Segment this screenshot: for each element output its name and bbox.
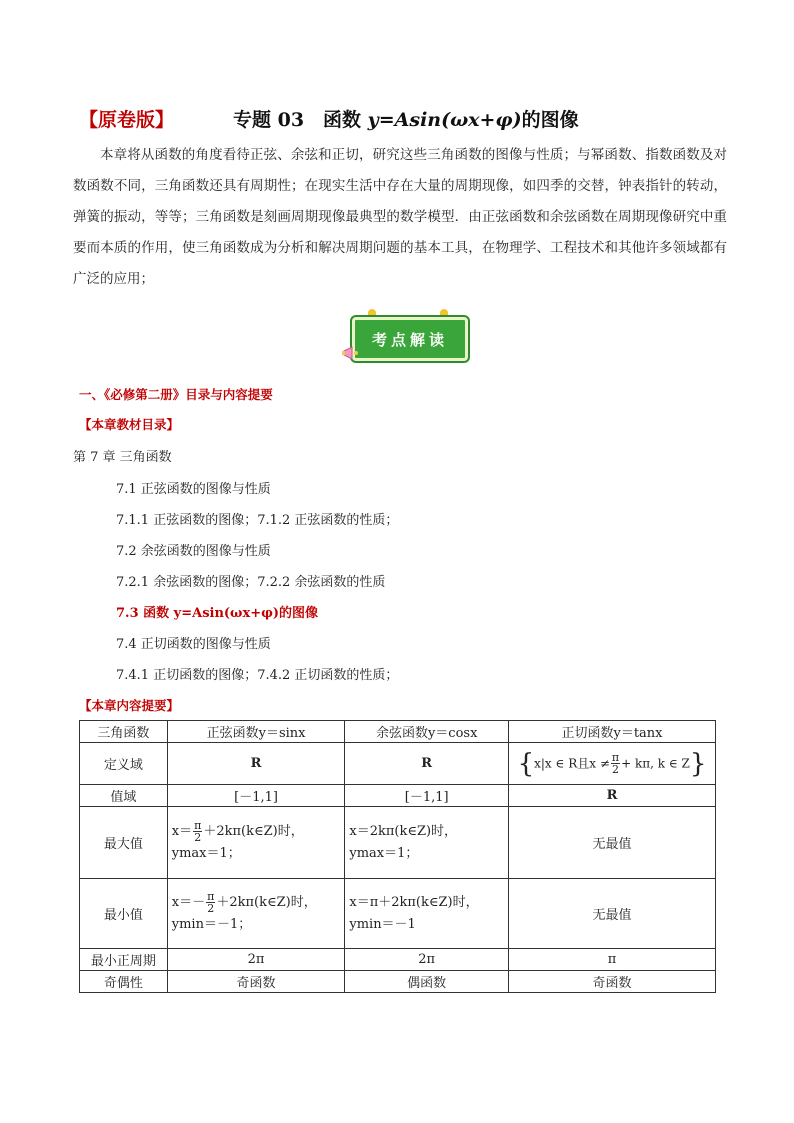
table-header: 余弦函数y＝cosx: [345, 721, 509, 743]
table-cell: R: [509, 785, 716, 807]
topic-formula: y=Asin(ωx+φ): [367, 109, 522, 131]
chapter-title: 第 7 章 三角函数: [73, 450, 172, 465]
toc-item: 7.2.1 余弦函数的图像；7.2.2 余弦函数的性质: [116, 575, 386, 590]
table-cell: x＝2kπ(k∈Z)时， ymax＝1；: [345, 807, 509, 879]
trig-properties-table: [79, 720, 716, 993]
toc-item-current: 7.3 函数 y=Asin(ωx+φ)的图像: [116, 606, 318, 621]
edition-badge: 【原卷版】: [79, 109, 175, 131]
toc-item: 7.1 正弦函数的图像与性质: [116, 482, 271, 497]
fraction: $\frac{\pi}{2}$: [207, 890, 215, 915]
table-cell: 偶函数: [345, 971, 509, 993]
table-header: 三角函数: [80, 721, 168, 743]
table-cell: 2π: [167, 949, 345, 971]
table-row: [80, 879, 716, 949]
table-header-row: [80, 721, 716, 743]
row-label: 最小值: [80, 879, 168, 949]
toc-item: 7.2 余弦函数的图像与性质: [116, 544, 271, 559]
table-cell: {x|x ∈ R且x ≠ $\frac{\pi}{2}$ + kπ, k ∈ Z}: [509, 743, 716, 785]
tag-label: 考点解读: [352, 317, 468, 361]
table-row: [80, 949, 716, 971]
summary-heading: 【本章内容提要】: [79, 698, 180, 713]
table-cell: 2π: [345, 949, 509, 971]
row-label: 值域: [80, 785, 168, 807]
row-label: 奇偶性: [80, 971, 168, 993]
table-header: 正切函数y＝tanx: [509, 721, 716, 743]
page-title: [79, 105, 579, 132]
toc-item: 7.1.1 正弦函数的图像；7.1.2 正弦函数的性质；: [116, 513, 399, 528]
table-row: [80, 807, 716, 879]
fraction: $\frac{\pi}{2}$: [611, 751, 620, 776]
fraction: $\frac{\pi}{2}$: [194, 819, 202, 844]
table-cell: 奇函数: [509, 971, 716, 993]
table-cell: x＝－ $\frac{\pi}{2}$ ＋2kπ(k∈Z)时， ymin＝－1；: [167, 879, 345, 949]
row-label: 最大值: [80, 807, 168, 879]
table-row: [80, 971, 716, 993]
table-header: 正弦函数y＝sinx: [167, 721, 345, 743]
table-row: [80, 743, 716, 785]
section-heading: 一、《必修第二册》目录与内容提要: [79, 387, 273, 402]
topic-title: 专题 03 函数 y=Asin(ωx+φ)的图像: [233, 109, 579, 131]
row-label: 最小正周期: [80, 949, 168, 971]
toc-item: 7.4.1 正切函数的图像；7.4.2 正切函数的性质；: [116, 668, 399, 683]
table-cell: 奇函数: [167, 971, 345, 993]
row-label: 定义域: [80, 743, 168, 785]
table-cell: R: [345, 743, 509, 785]
section-tag: [342, 309, 474, 365]
toc-heading: 【本章教材目录】: [79, 417, 180, 432]
table-cell: R: [167, 743, 345, 785]
table-cell: x＝π＋2kπ(k∈Z)时， ymin＝－1: [345, 879, 509, 949]
table-cell: [－1,1]: [345, 785, 509, 807]
megaphone-icon: [342, 345, 362, 361]
table-cell: π: [509, 949, 716, 971]
table-cell: 无最值: [509, 807, 716, 879]
table-cell: 无最值: [509, 879, 716, 949]
toc-item: 7.4 正切函数的图像与性质: [116, 637, 271, 652]
table-cell: [－1,1]: [167, 785, 345, 807]
intro-paragraph: 本章将从函数的角度看待正弦、余弦和正切，研究这些三角函数的图像与性质；与幂函数、指数函数及对数函数不同，三角函数还具有周期性；在现实生活中存在大量的周期现像，如四季的交替，钟表指针的转动，弹簧的振动，等等；三角函数是刻画周期现像最典型的数学模型．由正弦函数和余弦函数在周期现像研究中重要而本质的作用，使三角函数成为分析和解决周期问题的基本工具，在物理学、工程技术和其他许多领域都有广泛的应用；: [73, 147, 727, 287]
table-cell: x＝ $\frac{\pi}{2}$ ＋2kπ(k∈Z)时， ymax＝1；: [167, 807, 345, 879]
table-row: [80, 785, 716, 807]
